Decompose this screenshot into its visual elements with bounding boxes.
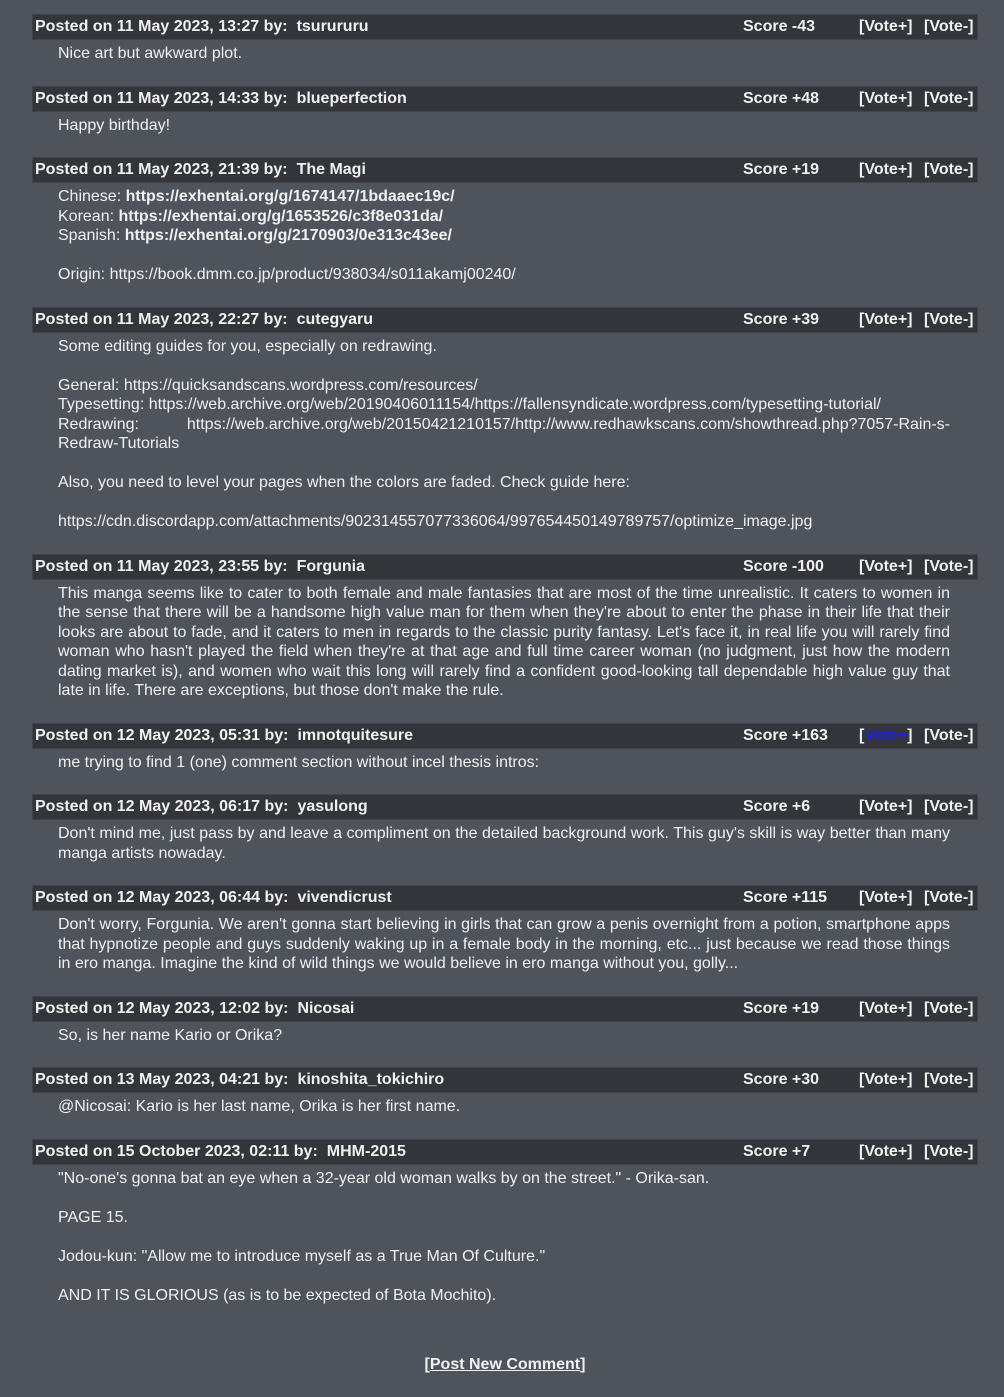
comment-score: Score -100 (743, 557, 824, 575)
comment-blank-line (58, 1188, 950, 1208)
vote-up: [Vote+] (859, 89, 913, 107)
comment-text: Happy birthday! (58, 116, 171, 134)
comment-text: PAGE 15. (58, 1208, 128, 1226)
comment-posted-label: Posted on 11 May 2023, 23:55 by: (35, 557, 288, 575)
comment-header (32, 307, 978, 333)
comment-score: Score -43 (743, 18, 816, 35)
vote-up-link[interactable]: Vote+ (864, 889, 908, 906)
comment-score: Score +6 (743, 798, 811, 815)
comment-username[interactable]: cutegyaru (296, 310, 374, 328)
comment-link[interactable]: https://exhentai.org/g/2170903/0e313c43ee/ (124, 227, 452, 244)
comment-list (32, 14, 978, 1327)
comment-posted-label: Posted on 11 May 2023, 22:27 by: (35, 310, 288, 328)
vote-up-link[interactable]: Vote+ (864, 726, 908, 744)
comment-text: me trying to find 1 (one) comment section without incel thesis intros: (58, 753, 540, 771)
comment-text: This manga seems like to cater to both female and male fantasies that are most of the time unrealistic. It caters to women in the sense that there will be a handsome high value man for them when they're about to enter the phase in their life that their looks are about to fade, and it caters to men in regards to the classic purity fantasy. Let's face it, in real life you will rarely find woman who hasn't played the field when they're at that age and full time career woman (no judgment, just how the modern dating market is), and women who wait this long will rarely find a confident good-looking tall dependable high value guy that late in life. There are exceptions, but those don't make the rule. (58, 584, 950, 699)
comment-header (32, 86, 978, 112)
vote-up: [Vote+] (859, 18, 913, 35)
comment-posted (35, 795, 368, 819)
comment-username[interactable]: blueperfection (296, 89, 407, 107)
comment (32, 307, 978, 540)
vote-down: [Vote-] (924, 726, 974, 744)
comment (32, 1139, 978, 1314)
comment-header (32, 554, 978, 580)
comment-posted (35, 724, 413, 748)
comment-link[interactable]: https://exhentai.org/g/1674147/1bdaaec19c/ (125, 188, 455, 205)
vote-down-link[interactable]: Vote- (929, 310, 969, 328)
vote-up-link[interactable]: Vote+ (864, 18, 908, 35)
comment-link[interactable]: https://exhentai.org/g/1653526/c3f8e031da/ (118, 207, 444, 225)
comment-score: Score +7 (743, 1142, 811, 1160)
comment (32, 14, 978, 72)
vote-down-link[interactable]: Vote- (929, 889, 969, 906)
vote-up: [Vote+] (859, 310, 913, 328)
vote-down: [Vote-] (924, 310, 974, 328)
vote-up-link[interactable]: Vote+ (864, 310, 908, 328)
post-new-comment: [Post New Comment] (424, 1356, 586, 1373)
comment-score: Score +39 (743, 310, 820, 328)
comment-header (32, 885, 978, 911)
vote-down-link[interactable]: Vote- (929, 1071, 969, 1088)
comment-posted (35, 158, 366, 182)
vote-up: [Vote+] (859, 798, 913, 815)
comment-posted (35, 308, 373, 332)
comment-blank-line (58, 493, 950, 513)
vote-up: [Vote+] (859, 1142, 913, 1160)
comment-posted-label: Posted on 11 May 2023, 14:33 by: (35, 89, 288, 107)
comment-text: Jodou-kun: "Allow me to introduce myself as a True Man Of Culture." (58, 1247, 546, 1265)
comment-header (32, 1139, 978, 1165)
comment-header (32, 157, 978, 183)
vote-down-link[interactable]: Vote- (929, 798, 969, 815)
comment-text: Also, you need to level your pages when the colors are faded. Check guide here: (58, 474, 630, 491)
comment-posted-label: Posted on 12 May 2023, 12:02 by: (35, 999, 289, 1017)
comment-header (32, 996, 978, 1022)
comment-username[interactable]: MHM-2015 (326, 1142, 406, 1160)
comment-posted-label: Posted on 15 October 2023, 02:11 by: (35, 1142, 318, 1160)
comment-body (32, 820, 978, 871)
post-new-comment-link[interactable]: Post New Comment (429, 1356, 581, 1373)
comment-posted-label: Posted on 11 May 2023, 13:27 by: (35, 18, 288, 35)
vote-down-link[interactable]: Vote- (929, 89, 969, 107)
comment-header (32, 794, 978, 820)
vote-down: [Vote-] (924, 999, 974, 1017)
vote-down: [Vote-] (924, 18, 974, 35)
vote-up-link[interactable]: Vote+ (864, 161, 908, 178)
comment-blank-line (58, 1266, 950, 1286)
vote-down-link[interactable]: Vote- (929, 18, 969, 35)
comment-posted (35, 87, 407, 111)
comment-body (32, 333, 978, 540)
vote-down-link[interactable]: Vote- (929, 557, 969, 575)
comment-username[interactable]: kinoshita_tokichiro (297, 1071, 445, 1088)
comment-score: Score +48 (743, 89, 820, 107)
vote-down-link[interactable]: Vote- (929, 999, 969, 1017)
comment-body (32, 40, 978, 72)
vote-down: [Vote-] (924, 1071, 974, 1088)
comment-body (32, 1093, 978, 1125)
comment-username[interactable]: The Magi (296, 161, 366, 178)
vote-down: [Vote-] (924, 798, 974, 815)
comment-posted (35, 1068, 444, 1092)
comment-posted (35, 997, 354, 1021)
comment-text: General: https://quicksandscans.wordpress.com/resources/ (58, 376, 478, 394)
comment (32, 794, 978, 871)
comment (32, 1067, 978, 1125)
comment-header (32, 1067, 978, 1093)
vote-down-link[interactable]: Vote- (929, 1142, 969, 1160)
vote-down: [Vote-] (924, 1142, 974, 1160)
comment-posted-label: Posted on 12 May 2023, 06:17 by: (35, 798, 289, 815)
comment-link-prefix: Spanish: (58, 227, 125, 244)
vote-up-link[interactable]: Vote+ (864, 999, 908, 1017)
comment-body (32, 1022, 978, 1054)
comment-text: Redrawing: https://web.archive.org/web/20150421210157/http://www.redhawkscans.com/showthread.php?7057-Rain-s-Redraw-Tutorials (58, 415, 950, 452)
comment (32, 885, 978, 982)
comment-link-line (58, 226, 950, 246)
comment-score: Score +163 (743, 726, 828, 744)
comment-link-line (58, 187, 950, 207)
comment-blank-line (58, 1227, 950, 1247)
comment-text: AND IT IS GLORIOUS (as is to be expected of Bota Mochito). (58, 1286, 497, 1304)
comment (32, 86, 978, 144)
vote-down-link[interactable]: Vote- (929, 161, 969, 178)
comment-text: So, is her name Kario or Orika? (58, 1026, 283, 1044)
vote-up-link[interactable]: Vote+ (864, 798, 908, 815)
comment-posted-label: Posted on 13 May 2023, 04:21 by: (35, 1071, 289, 1088)
comment-link-prefix: Chinese: (58, 188, 126, 205)
comment-blank-line (58, 454, 950, 474)
comment-posted (35, 886, 392, 910)
comment-username[interactable]: Forgunia (296, 557, 365, 575)
comment-body (32, 911, 978, 982)
comment-text: "No-one's gonna bat an eye when a 32-year old woman walks by on the street." - Orika-san. (58, 1169, 710, 1187)
comment-header (32, 14, 978, 40)
vote-up-link[interactable]: Vote+ (864, 557, 908, 575)
comment-score: Score +19 (743, 161, 820, 178)
comment (32, 157, 978, 293)
vote-up: [Vote+] (859, 726, 913, 744)
comment-text: Origin: https://book.dmm.co.jp/product/938034/s011akamj00240/ (58, 266, 516, 283)
vote-up-link[interactable]: Vote+ (864, 89, 908, 107)
comment-score: Score +19 (743, 999, 820, 1017)
comment-text: Nice art but awkward plot. (58, 45, 243, 62)
comment (32, 996, 978, 1054)
comment-posted-label: Posted on 12 May 2023, 06:44 by: (35, 889, 289, 906)
vote-up-link[interactable]: Vote+ (864, 1071, 908, 1088)
comment-body (32, 580, 978, 709)
comment-username[interactable]: vivendicrust (297, 889, 392, 906)
comment-username[interactable]: yasulong (297, 798, 368, 815)
comment-body (32, 1165, 978, 1314)
comment-posted (35, 15, 369, 39)
comment-body (32, 749, 978, 781)
comment-username[interactable]: imnotquitesure (297, 726, 414, 744)
vote-up: [Vote+] (859, 161, 913, 178)
comment-blank-line (58, 356, 950, 376)
vote-down: [Vote-] (924, 161, 974, 178)
comment-header (32, 723, 978, 749)
comment-text: https://cdn.discordapp.com/attachments/902314557077336064/997654450149789757/optimize_image.jpg (58, 513, 813, 530)
vote-up: [Vote+] (859, 557, 913, 575)
comment-posted (35, 1140, 406, 1164)
vote-up: [Vote+] (859, 999, 913, 1017)
comment-body (32, 112, 978, 144)
comment-posted-label: Posted on 11 May 2023, 21:39 by: (35, 161, 288, 178)
comment-username[interactable]: tsurururu (296, 18, 369, 35)
comment-posted-label: Posted on 12 May 2023, 05:31 by: (35, 726, 289, 744)
vote-down-link[interactable]: Vote- (929, 726, 969, 744)
vote-up-link[interactable]: Vote+ (864, 1142, 908, 1160)
comment-score: Score +115 (743, 889, 828, 906)
comment-text: Some editing guides for you, especially on redrawing. (58, 337, 437, 355)
comment-blank-line (58, 246, 950, 266)
comment (32, 554, 978, 709)
comment-text: Don't worry, Forgunia. We aren't gonna start believing in girls that can grow a penis overnight from a potion, smartphone apps that hypnotize people and guys suddenly waking up in a female body in the morning, etc... just because we read those things in ero manga. Imagine the kind of wild things we would believe in ero manga without you, golly... (58, 916, 950, 972)
comment-username[interactable]: Nicosai (297, 999, 355, 1017)
vote-down: [Vote-] (924, 557, 974, 575)
comment-text: Don't mind me, just pass by and leave a compliment on the detailed background work. This guy's skill is way better than many manga artists nowaday. (58, 825, 950, 862)
comment-score: Score +30 (743, 1071, 820, 1088)
comment-posted (35, 555, 365, 579)
comment-link-prefix: Korean: (58, 207, 119, 225)
comment-text: @Nicosai: Kario is her last name, Orika is her first name. (58, 1098, 461, 1115)
comment-link-line (58, 207, 950, 227)
vote-up: [Vote+] (859, 1071, 913, 1088)
comment (32, 723, 978, 781)
vote-down: [Vote-] (924, 89, 974, 107)
vote-down: [Vote-] (924, 889, 974, 906)
comment-text: Typesetting: https://web.archive.org/web/20190406011154/https://fallensyndicate.wordpress.com/typesetting-tutorial/ (58, 396, 881, 413)
vote-up: [Vote+] (859, 889, 913, 906)
comment-body (32, 183, 978, 293)
